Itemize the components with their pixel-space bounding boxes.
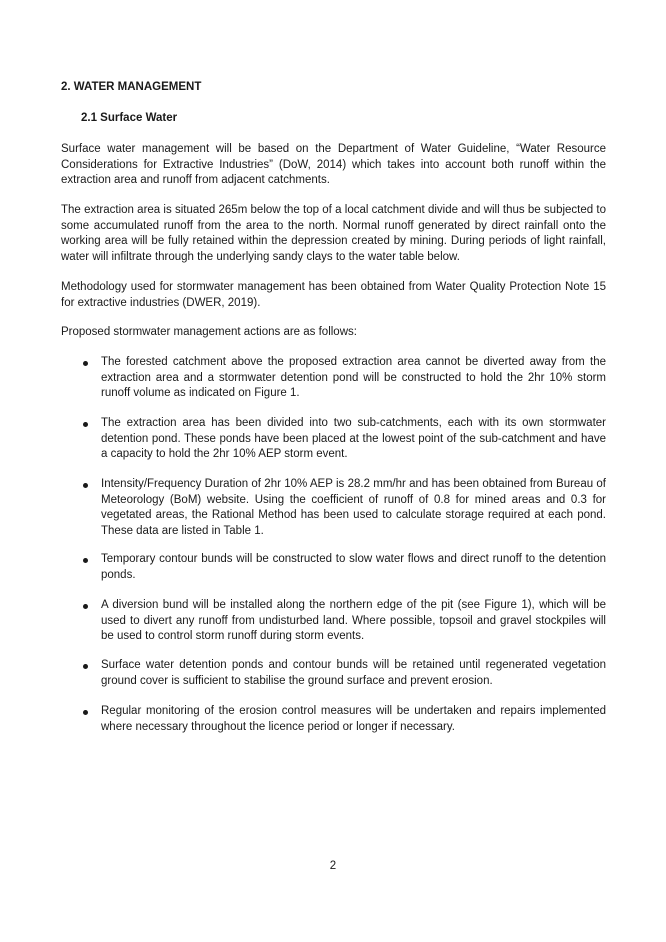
list-item-text: Regular monitoring of the erosion control measures will be undertaken and repairs implemented where necessary throughout the licence period or longer if necessary. <box>101 705 606 733</box>
bullet-icon <box>83 361 88 366</box>
bullet-icon <box>83 604 88 609</box>
list-item-text: Surface water detention ponds and contour bunds will be retained until regenerated vegetation ground cover is sufficient to stabilise the ground surface and prevent erosion. <box>101 659 606 687</box>
bullet-icon <box>83 664 88 669</box>
section-heading: 2. WATER MANAGEMENT <box>61 81 202 93</box>
paragraph-actions-intro: Proposed stormwater management actions are as follows: <box>61 326 357 338</box>
list-item-text: The forested catchment above the proposed extraction area cannot be diverted away from the extraction area and a stormwater detention pond will be constructed to hold the 2hr 10% storm runoff volume as indicated on Figure 1. <box>101 356 606 399</box>
list-item-text: Intensity/Frequency Duration of 2hr 10% AEP is 28.2 mm/hr and has been obtained from Bureau of Meteorology (BoM) website. Using the coefficient of runoff of 0.8 for mined areas and 0.3 for vegetated areas, the Rational Method has been used to calculate storage required at each pond. These data are listed in Table 1. <box>101 478 606 537</box>
subsection-heading: 2.1 Surface Water <box>81 112 178 124</box>
bullet-icon <box>83 422 88 427</box>
bullet-icon <box>83 710 88 715</box>
page-number: 2 <box>329 860 337 872</box>
paragraph-methodology: Methodology used for stormwater management has been obtained from Water Quality Protection Note 15 for extractive industries (DWER, 2019). <box>61 281 606 309</box>
paragraph-extraction-area: The extraction area is situated 265m below the top of a local catchment divide and will thus be subjected to some accumulated runoff from the area to the north. Normal runoff generated by direct rainfall onto the working area will be fully retained within the depression created by mining. During periods of light rainfall, water will infiltrate through the underlying sandy clays to the water table below. <box>61 204 606 263</box>
paragraph-guideline: Surface water management will be based on the Department of Water Guideline, “Water Resource Considerations for Extractive Industries” (DoW, 2014) which takes into account both runoff within the extraction area and runoff from adjacent catchments. <box>61 143 606 186</box>
bullet-icon <box>83 558 88 563</box>
list-item-text: A diversion bund will be installed along the northern edge of the pit (see Figure 1), which will be used to divert any runoff from undisturbed land. Where possible, topsoil and gravel stockpiles will be used to control storm runoff during storm events. <box>101 599 606 642</box>
bullet-icon <box>83 483 88 488</box>
list-item-text: Temporary contour bunds will be constructed to slow water flows and direct runoff to the detention ponds. <box>101 553 606 581</box>
list-item-text: The extraction area has been divided into two sub-catchments, each with its own stormwater detention pond. These ponds have been placed at the lowest point of the sub-catchment and have a capacity to hold the 2hr 10% AEP storm event. <box>101 417 606 460</box>
